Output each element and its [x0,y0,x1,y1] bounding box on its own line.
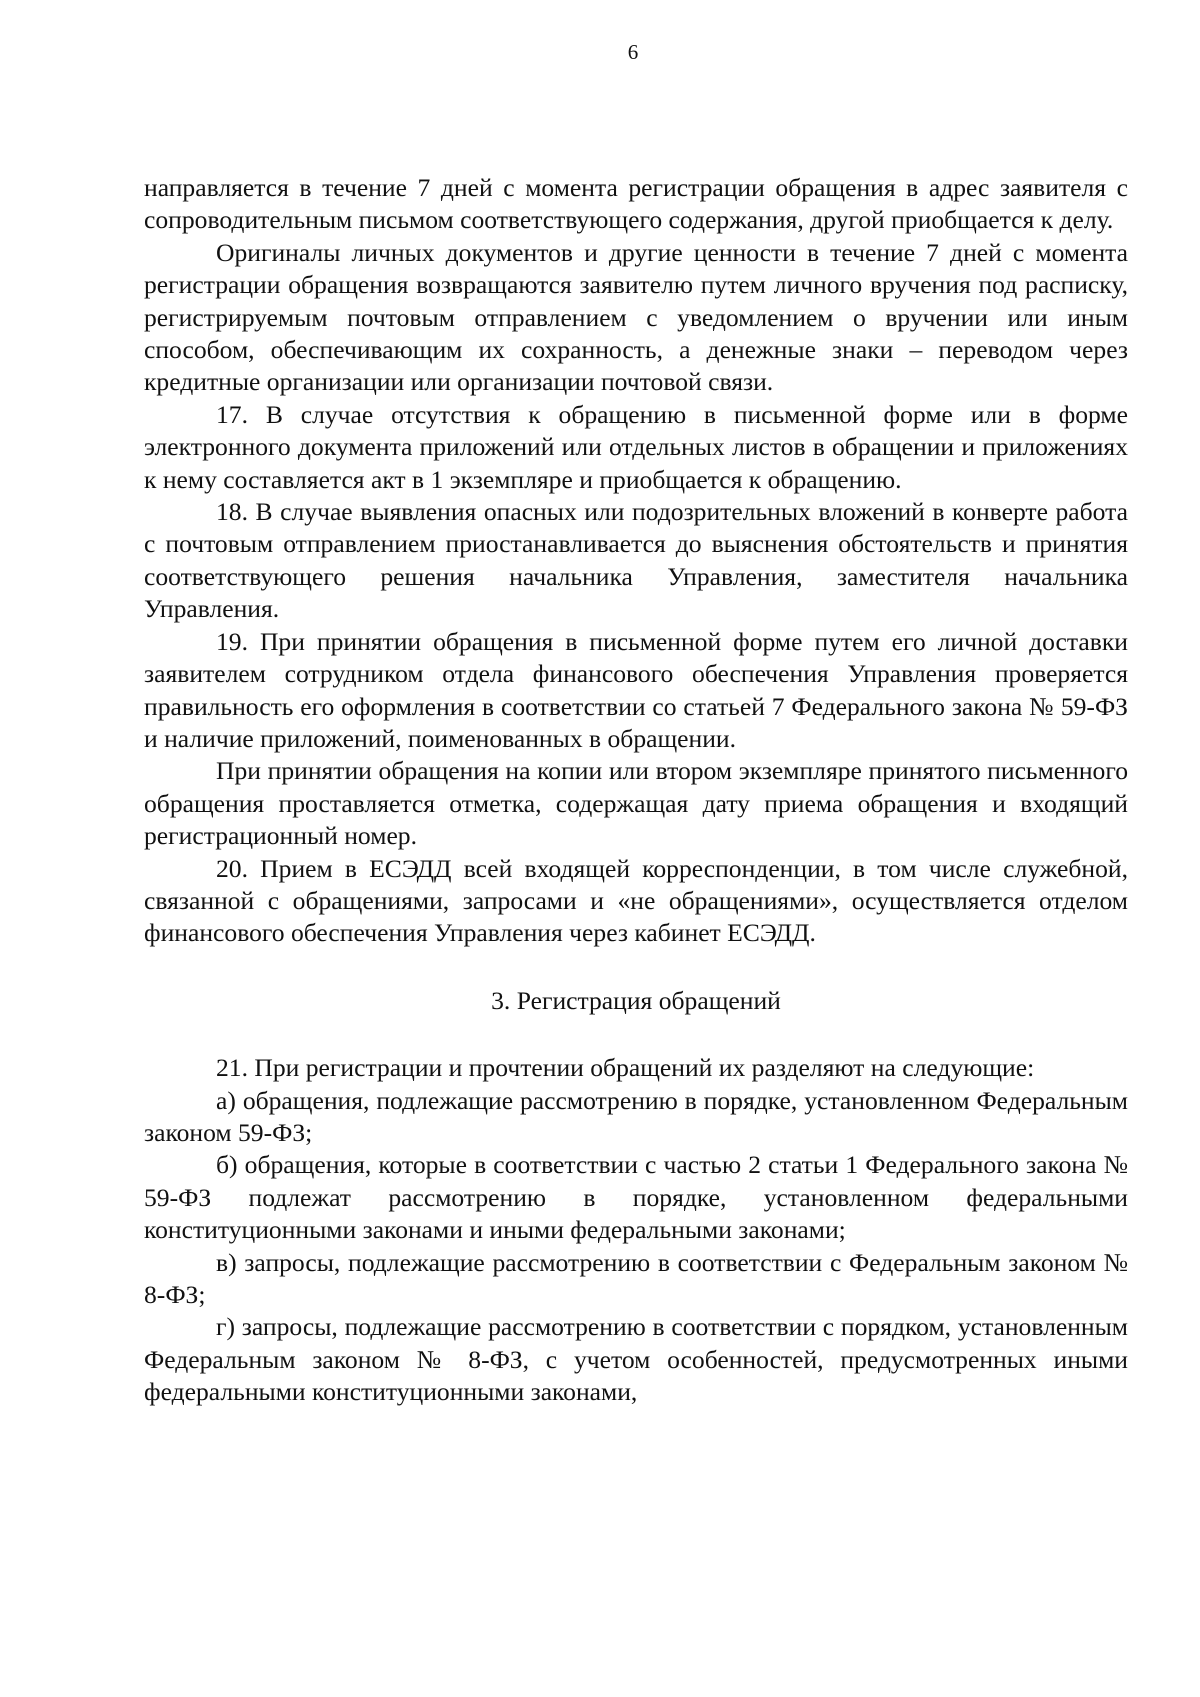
paragraph-18: 18. В случае выявления опасных или подозрительных вложений в конверте работа с почтовым отправлением приостанавливается до выяснения обстоятельств и принятия соответствующего решения начальника Управления, заместителя начальника Управления. [144,497,1128,624]
paragraph-21: 21. При регистрации и прочтении обращений их разделяют на следующие: [216,1053,1035,1083]
section-title: 3. Регистрация обращений [491,985,781,1015]
document-body [144,172,1128,1409]
paragraph-originals-return: Оригиналы личных документов и другие ценности в течение 7 дней с момента регистрации обращения возвращаются заявителю путем личного вручения под расписку, регистрируемым почтовым отправлением с уведомлением о вручении или иным способом, обеспечивающим их сохранность, а денежные знаки – переводом через кредитные организации или организации почтовой связи. [144,237,1128,397]
paragraph-19: 19. При принятии обращения в письменной форме путем его личной доставки заявителем сотрудником отдела финансового обеспечения Управления проверяется правильность его оформления в соответствии со статьей 7 Федерального закона № 59-ФЗ и наличие приложений, поименованных в обращении. [144,626,1128,753]
list-item-b: б) обращения, которые в соответствии с частью 2 статьи 1 Федерального закона № 59-ФЗ подлежат рассмотрению в порядке, установленном федеральными конституционными законами и иными федеральными законами; [144,1150,1128,1245]
page-number: 6 [627,40,639,64]
list-item-v: в) запросы, подлежащие рассмотрению в соответствии с Федеральным законом № 8-ФЗ; [144,1247,1128,1309]
list-item-g: г) запросы, подлежащие рассмотрению в соответствии с порядком, установленным Федеральным законом № 8-ФЗ, с учетом особенностей, предусмотренных иными федеральными конституционными законами, [144,1312,1128,1407]
list-item-a: а) обращения, подлежащие рассмотрению в порядке, установленном Федеральным законом 59-ФЗ; [144,1085,1128,1147]
paragraph-20: 20. Прием в ЕСЭДД всей входящей корреспонденции, в том числе служебной, связанной с обращениями, запросами и «не обращениями», осуществляется отделом финансового обеспечения Управления через кабинет ЕСЭДД. [144,853,1128,948]
paragraph-continuation: направляется в течение 7 дней с момента регистрации обращения в адрес заявителя с сопроводительным письмом соответствующего содержания, другой приобщается к делу. [144,173,1128,235]
paragraph-17: 17. В случае отсутствия к обращению в письменной форме или в форме электронного документа приложений или отдельных листов в обращении и приложениях к нему составляется акт в 1 экземпляре и приобщается к обращению. [144,399,1128,494]
paragraph-19-copy-mark: При принятии обращения на копии или втором экземпляре принятого письменного обращения проставляется отметка, содержащая дату приема обращения и входящий регистрационный номер. [144,756,1128,851]
